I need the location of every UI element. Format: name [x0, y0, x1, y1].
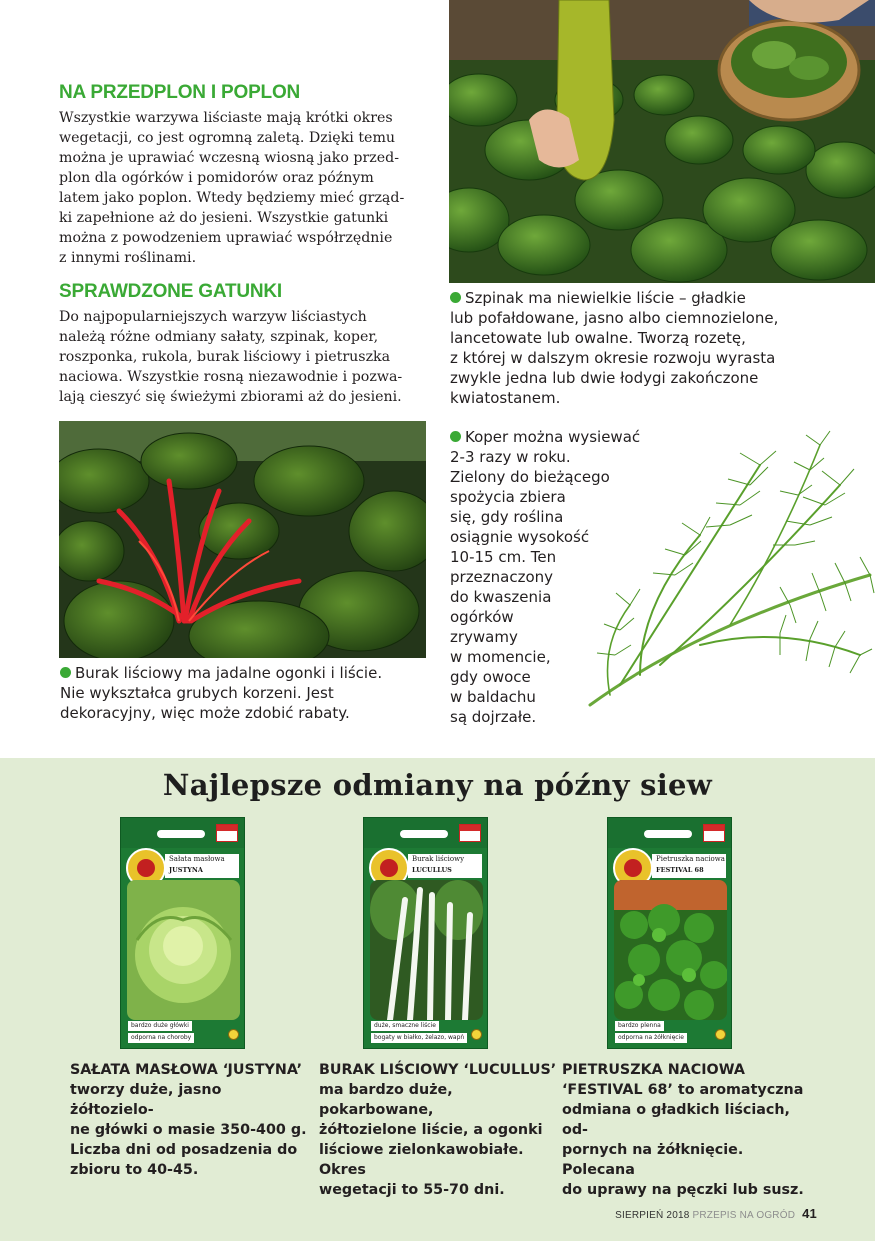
text-line: do kwaszenia: [450, 588, 552, 606]
chard-photo: [59, 421, 426, 658]
text-line: w momencie,: [450, 648, 551, 666]
text-line: odmiana o gładkich liściach, od-: [562, 1102, 790, 1138]
spinach-photo: [449, 0, 875, 283]
text-line: można z powodzeniem uprawiać współrzędnie: [59, 230, 393, 246]
text-line: żółtozielone liście, a ogonki: [319, 1122, 543, 1138]
packet-variety: FESTIVAL 68: [656, 866, 704, 874]
text-line: należą różne odmiany sałaty, szpinak, koper,: [59, 329, 379, 345]
text-line: Burak liściowy ma jadalne ogonki i liście.: [60, 663, 430, 683]
quality-seal-icon: [471, 1029, 482, 1040]
text-line: wegetacji, co jest ogromną zaletą. Dzięki temu: [59, 130, 396, 146]
text-line: latem jako poplon. Wtedy będziemy mieć grząd-: [59, 190, 405, 206]
variety-description-lettuce: [70, 1060, 310, 1180]
text-line: ne główki o masie 350-400 g.: [70, 1122, 307, 1138]
text-line: SAŁATA MASŁOWA ‘JUSTYNA’: [70, 1062, 303, 1078]
text-line: z której w dalszym okresie rozwoju wyrasta: [450, 349, 776, 367]
text-line: ki zapełnione aż do jesieni. Wszystkie gatunki: [59, 210, 389, 226]
chard-illustration: [59, 421, 426, 658]
text-line: tworzy duże, jasno żółtozielo-: [70, 1082, 222, 1118]
text-line: osiągnie wysokość: [450, 528, 590, 546]
text-line: zwykle jedna lub dwie łodygi zakończone: [450, 369, 759, 387]
polish-flag-icon: [216, 824, 238, 842]
text-line: ogórków: [450, 608, 514, 626]
seed-packet-chard: [363, 817, 488, 1049]
packet-namebox: [165, 854, 239, 878]
page-footer: [615, 1206, 817, 1221]
text-line: lancetowate lub owalne. Tworzą rozetę,: [450, 329, 746, 347]
packet-variety: LUCULLUS: [412, 866, 452, 874]
text-line: lub pofałdowane, jasno albo ciemnozielone,: [450, 309, 779, 327]
text-line: 10-15 cm. Ten: [450, 548, 557, 566]
text-line: plon dla ogórków i pomidorów oraz późnym: [59, 170, 374, 186]
text-line: z innymi roślinami.: [59, 250, 197, 266]
polish-flag-icon: [703, 824, 725, 842]
page-number: 41: [802, 1206, 817, 1221]
text-line: w baldachu: [450, 688, 536, 706]
packet-tag: bardzo plenna: [615, 1021, 664, 1031]
text-line: ‘FESTIVAL 68’ to aromatyczna: [562, 1082, 804, 1098]
lettuce-image: [127, 880, 240, 1020]
issue-date: SIERPIEŃ 2018: [615, 1210, 690, 1221]
packet-name: Burak liściowy: [412, 855, 465, 863]
text-line: przeznaczony: [450, 568, 554, 586]
paragraph-przedplon: [59, 108, 427, 268]
caption-chard: [60, 663, 430, 723]
heading-przedplon: NA PRZEDPLON I POPLON: [59, 82, 301, 103]
text-line: BURAK LIŚCIOWY ‘LUCULLUS’: [319, 1062, 557, 1078]
paragraph-gatunki: [59, 307, 427, 407]
text-line: kwiatostanem.: [450, 389, 561, 407]
text-line: Wszystkie warzywa liściaste mają krótki okres: [59, 110, 393, 126]
text-line: Liczba dni od posadzenia do: [70, 1142, 298, 1158]
text-line: 2-3 razy w roku.: [450, 448, 571, 466]
text-line: Do najpopularniejszych warzyw liściastych: [59, 309, 367, 325]
variety-description-parsley: [562, 1060, 812, 1200]
seed-packet-parsley: [607, 817, 732, 1049]
magazine-name: PRZEPIS NA OGRÓD: [692, 1210, 796, 1221]
seed-packet-lettuce: [120, 817, 245, 1049]
heading-gatunki: SPRAWDZONE GATUNKI: [59, 281, 282, 302]
text-line: Koper można wysiewać: [450, 427, 680, 447]
text-line: są dojrzałe.: [450, 708, 537, 726]
text-line: Zielony do bieżącego: [450, 468, 610, 486]
text-line: naciowa. Wszystkie rosną niezawodnie i pozwa-: [59, 369, 403, 385]
text-line: się, gdy roślina: [450, 508, 564, 526]
text-line: spożycia zbiera: [450, 488, 566, 506]
text-line: dekoracyjny, więc może zdobić rabaty.: [60, 704, 350, 722]
packet-name: Sałata masłowa: [169, 855, 225, 863]
text-line: gdy owoce: [450, 668, 531, 686]
packet-variety: JUSTYNA: [169, 866, 203, 874]
packet-name: Pietruszka naciowa: [656, 855, 725, 863]
packet-tag: bardzo duże główki: [128, 1021, 192, 1031]
text-line: liściowe zielonkawobiałe. Okres: [319, 1142, 524, 1178]
quality-seal-icon: [715, 1029, 726, 1040]
packet-tag: odporna na choroby: [128, 1033, 194, 1043]
packet-label-pill: [400, 830, 448, 838]
text-line: lają cieszyć się świeżymi zbiorami aż do jesieni.: [59, 389, 402, 405]
packet-label-pill: [644, 830, 692, 838]
text-line: Szpinak ma niewielkie liście – gładkie: [450, 288, 850, 308]
text-line: pornych na żółknięcie. Polecana: [562, 1142, 744, 1178]
packet-label-pill: [157, 830, 205, 838]
packet-namebox: [652, 854, 726, 878]
bullet-icon: [60, 667, 71, 678]
packet-namebox: [408, 854, 482, 878]
caption-spinach: [450, 288, 850, 408]
quality-seal-icon: [228, 1029, 239, 1040]
text-line: Nie wykształca grubych korzeni. Jest: [60, 684, 334, 702]
text-line: ma bardzo duże, pokarbowane,: [319, 1082, 453, 1118]
text-line: PIETRUSZKA NACIOWA: [562, 1062, 745, 1078]
text-line: zbioru to 40-45.: [70, 1162, 199, 1178]
text-line: roszponka, rukola, burak liściowy i pietruszka: [59, 349, 391, 365]
text-line: zrywamy: [450, 628, 518, 646]
packet-tag: odporna na żółknięcie: [615, 1033, 687, 1043]
text-line: wegetacji to 55-70 dni.: [319, 1182, 505, 1198]
polish-flag-icon: [459, 824, 481, 842]
spinach-illustration: [449, 0, 875, 283]
bullet-icon: [450, 292, 461, 303]
packet-tag: duże, smaczne liście: [371, 1021, 439, 1031]
bullet-icon: [450, 431, 461, 442]
variety-description-chard: [319, 1060, 559, 1200]
caption-dill: [450, 427, 680, 727]
chard-packet-image: [370, 880, 483, 1020]
text-line: do uprawy na pęczki lub susz.: [562, 1182, 804, 1198]
varieties-title: Najlepsze odmiany na późny siew: [162, 768, 713, 802]
text-line: można je uprawiać wczesną wiosną jako przed-: [59, 150, 400, 166]
packet-tag: bogaty w białko, żelazo, wapń: [371, 1033, 467, 1043]
parsley-image: [614, 880, 727, 1020]
